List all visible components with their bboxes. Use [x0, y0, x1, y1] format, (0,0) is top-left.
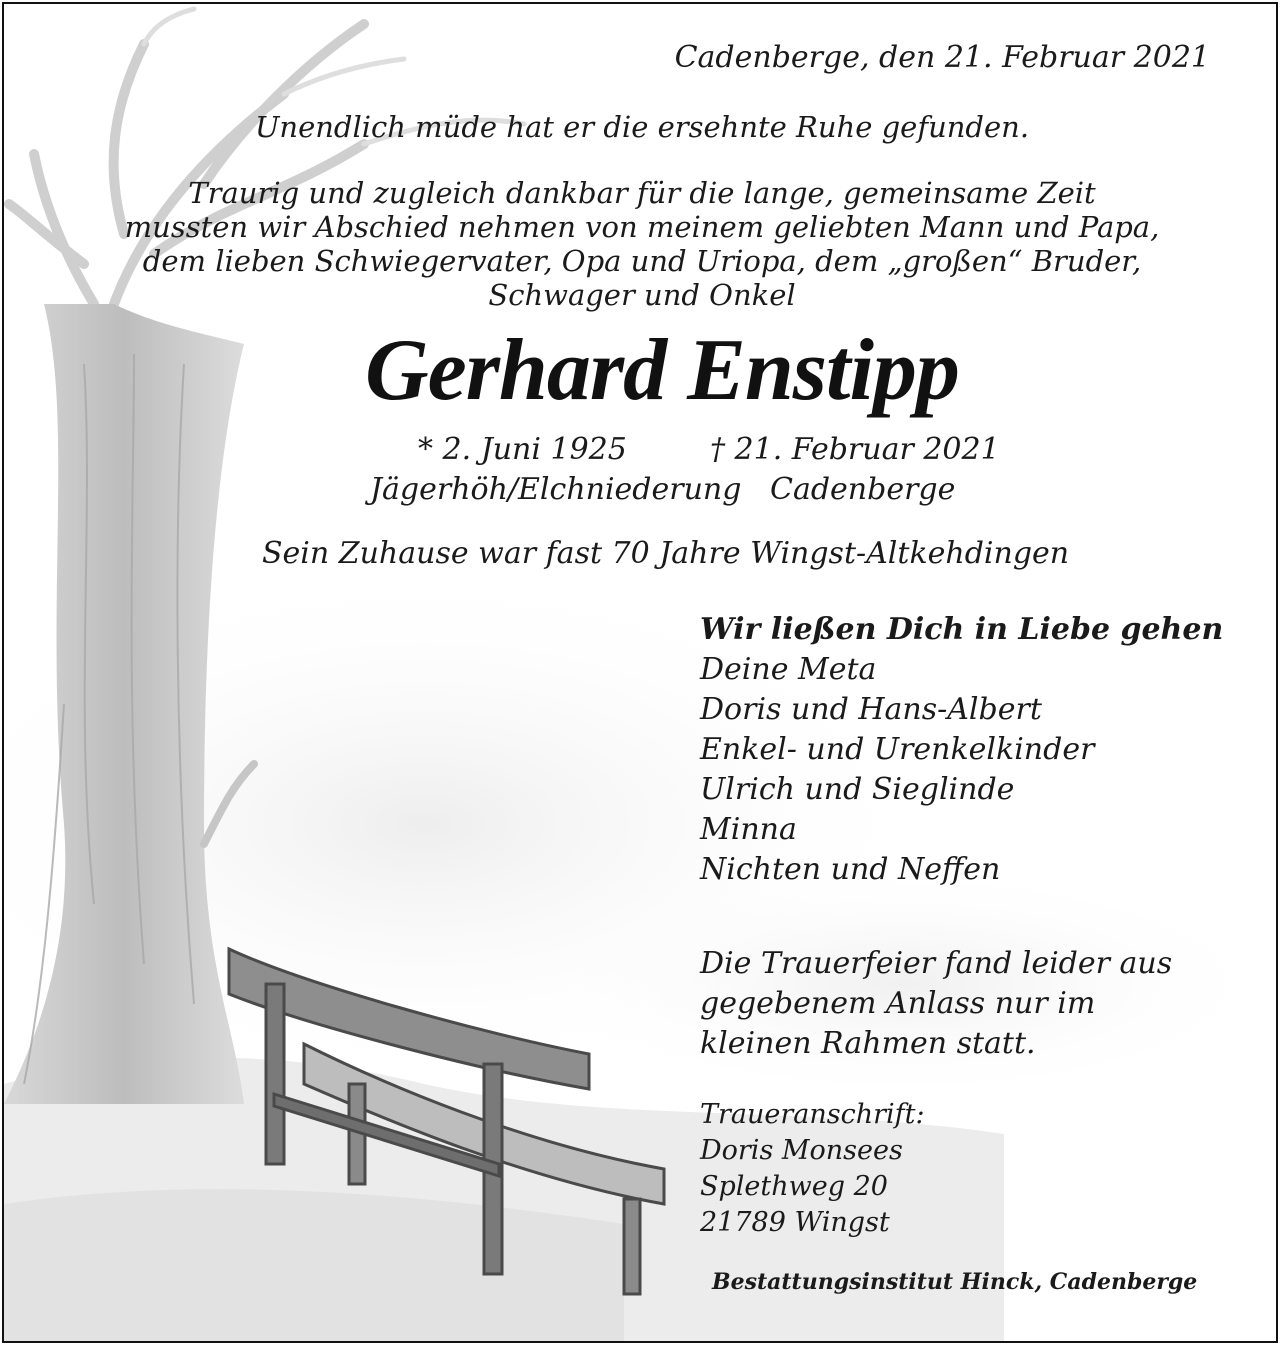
address-city: 21789 Wingst: [700, 1207, 890, 1238]
home-line: Sein Zuhause war fast 70 Jahre Wingst-Altkehdingen: [262, 536, 1070, 571]
address-label: Traueranschrift:: [700, 1099, 925, 1130]
family-member: Nichten und Neffen: [700, 852, 1001, 887]
address-street: Splethweg 20: [700, 1171, 888, 1202]
ceremony-line: Die Trauerfeier fand leider aus: [700, 946, 1173, 981]
address-name: Doris Monsees: [700, 1135, 903, 1166]
intro-line: Schwager und Onkel: [488, 278, 796, 312]
intro-line: dem lieben Schwiegervater, Opa und Uriopa, dem „großen“ Bruder,: [142, 244, 1142, 278]
obituary-notice: [2, 2, 1278, 1343]
family-block: [700, 610, 1223, 890]
family-member: Deine Meta: [700, 652, 877, 687]
intro-line: Traurig und zugleich dankbar für die lange, gemeinsame Zeit: [188, 176, 1096, 210]
ceremony-line: gegebenem Anlass nur im: [700, 986, 1096, 1021]
intro-line: mussten wir Abschied nehmen von meinem geliebten Mann und Papa,: [124, 210, 1160, 244]
funeral-home: Bestattungsinstitut Hinck, Cadenberge: [712, 1269, 1198, 1295]
family-lead: Wir ließen Dich in Liebe gehen: [700, 612, 1224, 647]
birth-date: * 2. Juni 1925: [418, 432, 627, 467]
death-place: Cadenberge: [770, 472, 956, 507]
family-member: Enkel- und Urenkelkinder: [700, 732, 1095, 767]
intro-text: [4, 176, 1278, 312]
deceased-name: Gerhard Enstipp: [365, 322, 959, 419]
ceremony-line: kleinen Rahmen statt.: [700, 1026, 1036, 1061]
date-line: Cadenberge, den 21. Februar 2021: [674, 40, 1210, 75]
ceremony-note: [700, 944, 1172, 1064]
birth-place: Jägerhöh/Elchniederung: [370, 472, 742, 507]
family-member: Ulrich und Sieglinde: [700, 772, 1015, 807]
family-members: [700, 650, 1223, 890]
mourning-address: [700, 1097, 925, 1241]
family-member: Minna: [700, 812, 797, 847]
motto: Unendlich müde hat er die ersehnte Ruhe gefunden.: [254, 110, 1030, 144]
family-member: Doris und Hans-Albert: [700, 692, 1042, 727]
death-date: † 21. Februar 2021: [710, 432, 1000, 467]
